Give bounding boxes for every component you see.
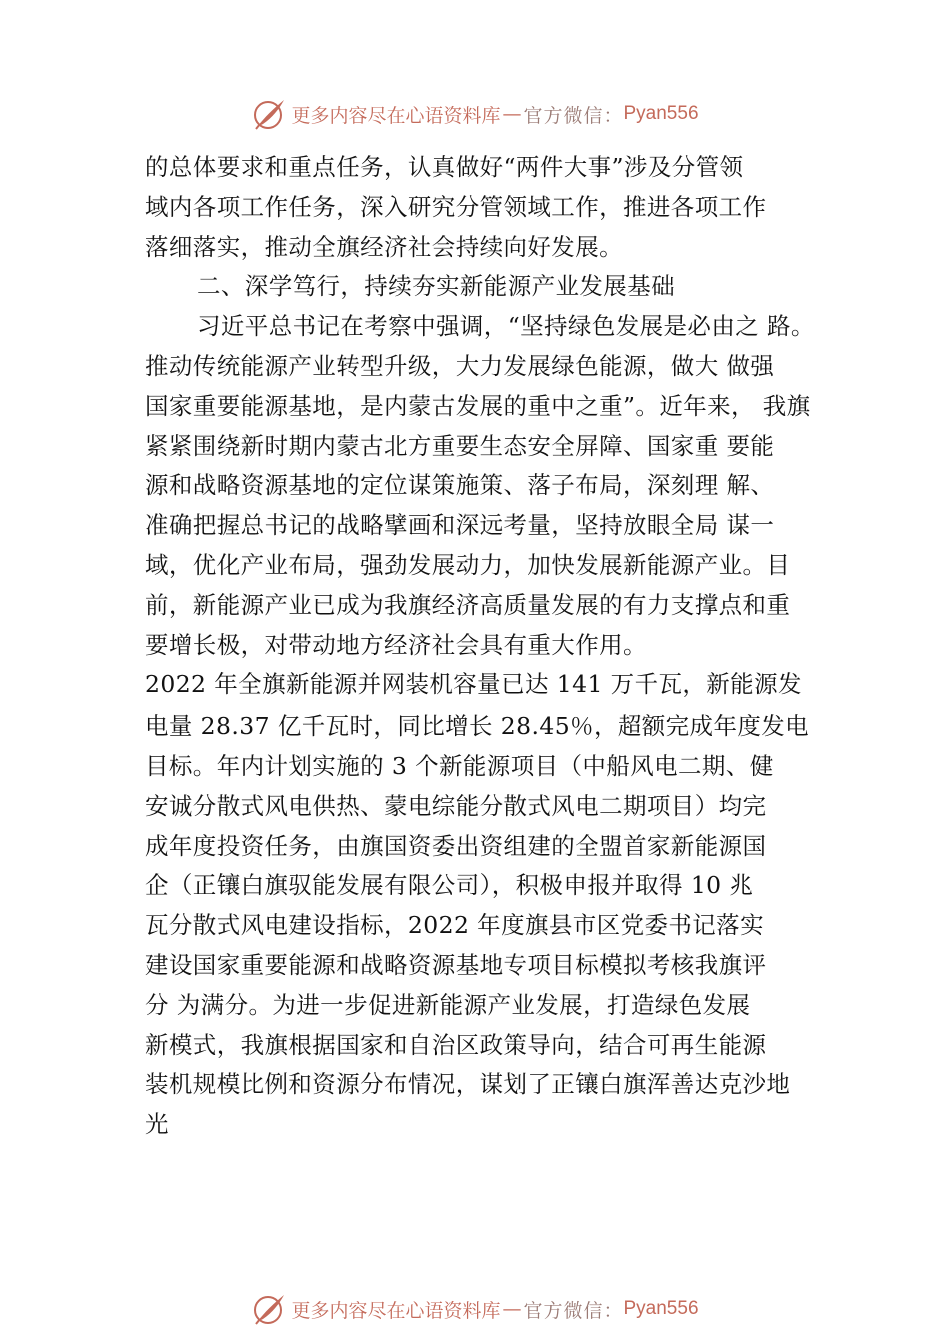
text-line: 分 为满分。为进一步促进新能源产业发展，打造绿色发展 xyxy=(145,990,751,1019)
footer-watermark xyxy=(0,1289,950,1329)
text-line: 源和战略资源基地的定位谋策施策、落子布局，深刻理 解、 xyxy=(145,471,775,500)
text-line: 国家重要能源基地，是内蒙古发展的重中之重”。近年来， 我旗 xyxy=(145,391,811,420)
text-line: 企（正镶白旗驭能发展有限公司），积极申报并取得 10 兆 xyxy=(145,871,754,900)
text-line: 安诚分散式风电供热、蒙电综能分散式风电二期项目）均完 xyxy=(145,791,767,820)
text-line: 成年度投资任务，由旗国资委出资组建的全盟首家新能源国 xyxy=(145,831,767,860)
text-line: 2022 年全旗新能源并网装机容量已达 141 万千瓦，新能源发 xyxy=(145,670,802,699)
section-heading: 二、深学笃行，持续夯实新能源产业发展基础 xyxy=(197,272,675,301)
watermark-site-text: 更多内容尽在心语资料库 xyxy=(291,104,501,127)
text-line: 建设国家重要能源和战略资源基地专项目标模拟考核我旗评 xyxy=(145,950,767,979)
text-line: 准确把握总书记的战略擘画和深远考量，坚持放眼全局 谋一 xyxy=(145,511,775,540)
text-line: 装机规模比例和资源分布情况，谋划了正镶白旗浑善达克沙地 xyxy=(145,1070,791,1099)
text-line: 域，优化产业布局，强劲发展动力，加快发展新能源产业。目 xyxy=(145,550,791,579)
text-line: 光 xyxy=(145,1110,169,1139)
watermark-site-text: 更多内容尽在心语资料库 xyxy=(291,1299,501,1322)
watermark-official-label: 官方微信： xyxy=(523,1299,624,1322)
watermark-wechat-id: Pyan556 xyxy=(623,1298,699,1319)
text-line: 目标。年内计划实施的 3 个新能源项目（中船风电二期、健 xyxy=(145,751,774,780)
text-line: 落细落实，推动全旗经济社会持续向好发展。 xyxy=(145,232,623,261)
watermark-official-label: 官方微信： xyxy=(523,104,624,127)
watermark-wechat-id: Pyan556 xyxy=(623,103,699,124)
text-line: 紧紧围绕新时期内蒙古北方重要生态安全屏障、国家重 要能 xyxy=(145,431,775,460)
watermark-dash: — xyxy=(502,103,522,125)
text-line: 前，新能源产业已成为我旗经济高质量发展的有力支撑点和重 xyxy=(145,590,791,619)
document-body xyxy=(145,148,845,1145)
text-line: 的总体要求和重点任务，认真做好“两件大事”涉及分管领 xyxy=(145,153,744,181)
quill-logo-icon xyxy=(251,1292,287,1326)
header-watermark xyxy=(0,94,950,134)
text-line: 推动传统能源产业转型升级，大力发展绿色能源，做大 做强 xyxy=(145,351,775,380)
text-line: 新模式，我旗根据国家和自治区政策导向，结合可再生能源 xyxy=(145,1030,767,1059)
text-line: 电量 28.37 亿千瓦时，同比增长 28.45％，超额完成年度发电 xyxy=(145,712,810,741)
watermark-dash: — xyxy=(502,1298,522,1320)
text-line: 要增长极，对带动地方经济社会具有重大作用。 xyxy=(145,630,647,659)
text-line: 习近平总书记在考察中强调，“坚持绿色发展是必由之 路。 xyxy=(197,312,815,341)
text-line: 瓦分散式风电建设指标，2022 年度旗县市区党委书记落实 xyxy=(145,911,764,940)
text-line: 域内各项工作任务，深入研究分管领域工作，推进各项工作 xyxy=(145,192,767,221)
quill-logo-icon xyxy=(251,97,287,131)
